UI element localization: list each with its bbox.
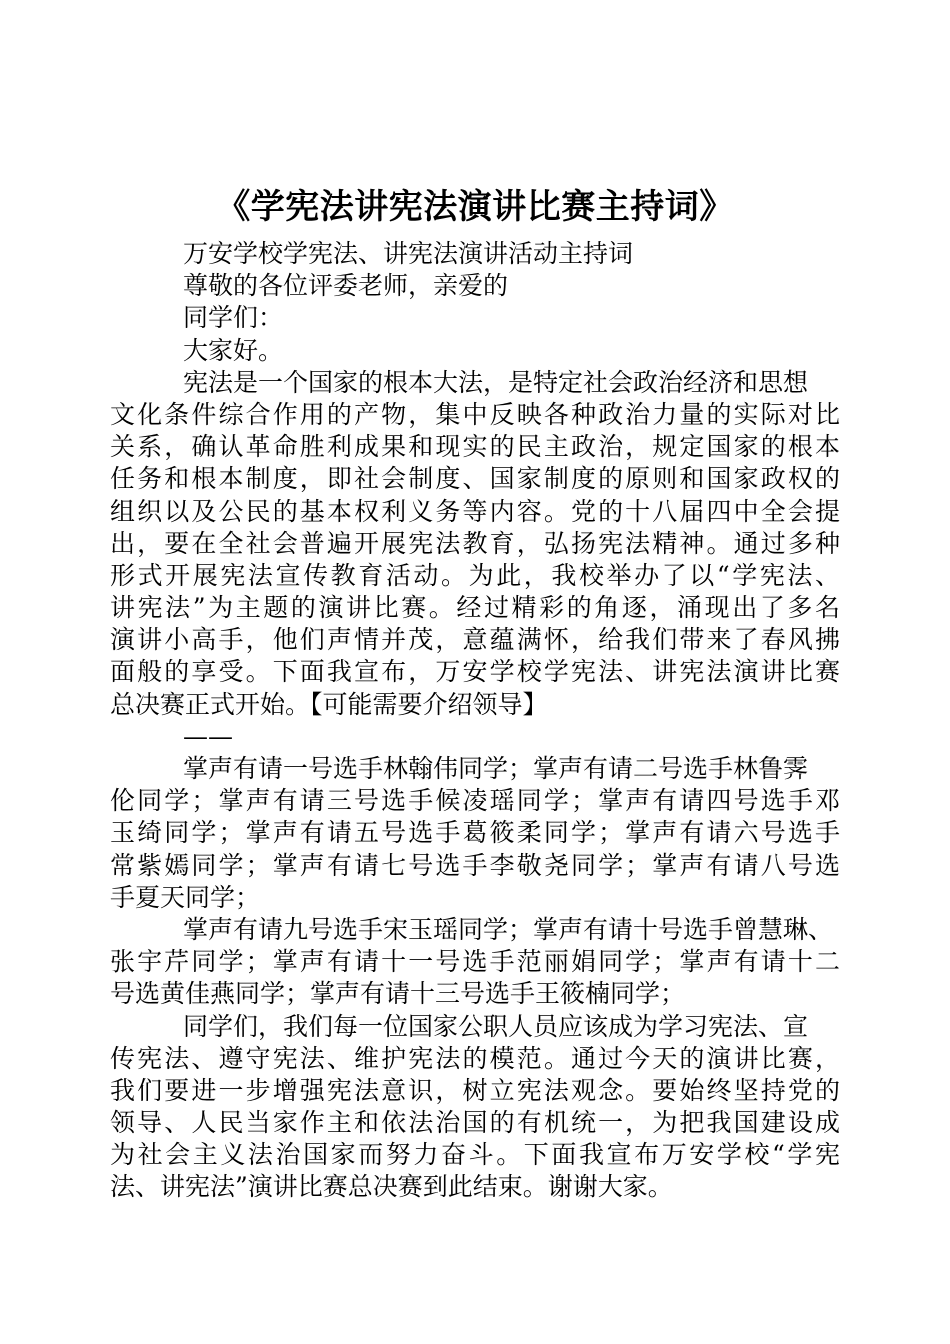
paragraph-line: 同学们，我们每一位国家公职人员应该成为学习宪法、宣 (183, 1011, 809, 1041)
paragraph-line: 掌声有请一号选手林翰伟同学；掌声有请二号选手林鲁霁 (183, 754, 809, 783)
paragraph-line: 伦同学；掌声有请三号选手候凌瑶同学；掌声有请四号选手邓 (110, 786, 840, 816)
paragraph-line: 形式开展宪法宣传教育活动。为此，我校举办了以“学宪法、 (110, 560, 840, 590)
subtitle-line: 万安学校学宪法、讲宪法演讲活动主持词 (183, 239, 634, 268)
paragraph-line: 张宇芹同学；掌声有请十一号选手范丽娟同学；掌声有请十二 (110, 947, 840, 977)
paragraph-line: 为社会主义法治国家而努力奋斗。下面我宣布万安学校“学宪 (110, 1140, 840, 1170)
paragraph-line: 总决赛正式开始。【可能需要介绍领导】 (110, 689, 548, 719)
paragraph-line: 演讲小高手，他们声情并茂，意蕴满怀，给我们带来了春风拂 (110, 625, 840, 655)
paragraph-line: 法、讲宪法”演讲比赛总决赛到此结束。谢谢大家。 (110, 1172, 673, 1202)
paragraph-line: 文化条件综合作用的产物，集中反映各种政治力量的实际对比 (110, 399, 840, 429)
paragraph-line: 组织以及公民的基本权利义务等内容。党的十八届四中全会提 (110, 496, 840, 526)
paragraph-line: 手夏天同学； (110, 882, 261, 912)
paragraph-line: 掌声有请九号选手宋玉瑶同学；掌声有请十号选手曾慧琳、 (183, 914, 834, 944)
greeting-line: 大家好。 (183, 335, 284, 365)
paragraph-line: 领导、人民当家作主和依法治国的有机统一，为把我国建设成 (110, 1108, 840, 1138)
paragraph-line: 讲宪法”为主题的演讲比赛。经过精彩的角逐，涌现出了多名 (110, 593, 840, 623)
document-body (110, 238, 840, 1204)
paragraph-line: 常紫嫣同学；掌声有请七号选手李敬尧同学；掌声有请八号选 (110, 850, 840, 880)
paragraph-line: 传宪法、遵守宪法、维护宪法的模范。通过今天的演讲比赛， (110, 1043, 840, 1073)
paragraph-line: 我们要进一步增强宪法意识，树立宪法观念。要始终坚持党的 (110, 1075, 840, 1105)
dash-line: —— (183, 721, 233, 751)
greeting-line: 同学们： (183, 303, 284, 333)
paragraph-line: 宪法是一个国家的根本大法，是特定社会政治经济和思想 (183, 367, 809, 397)
paragraph-line: 出，要在全社会普遍开展宪法教育，弘扬宪法精神。通过多种 (110, 528, 840, 558)
paragraph-line: 任务和根本制度，即社会制度、国家制度的原则和国家政权的 (110, 464, 840, 494)
paragraph-line: 号选黄佳燕同学；掌声有请十三号选手王筱楠同学； (110, 979, 686, 1009)
paragraph-line: 关系，确认革命胜利成果和现实的民主政治，规定国家的根本 (110, 432, 840, 462)
document-title: 《学宪法讲宪法演讲比赛主持词》 (216, 187, 734, 227)
paragraph-line: 面般的享受。下面我宣布，万安学校学宪法、讲宪法演讲比赛 (110, 657, 840, 687)
greeting-line: 尊敬的各位评委老师，亲爱的 (183, 271, 509, 301)
paragraph-line: 玉绮同学；掌声有请五号选手葛筱柔同学；掌声有请六号选手 (110, 818, 840, 848)
